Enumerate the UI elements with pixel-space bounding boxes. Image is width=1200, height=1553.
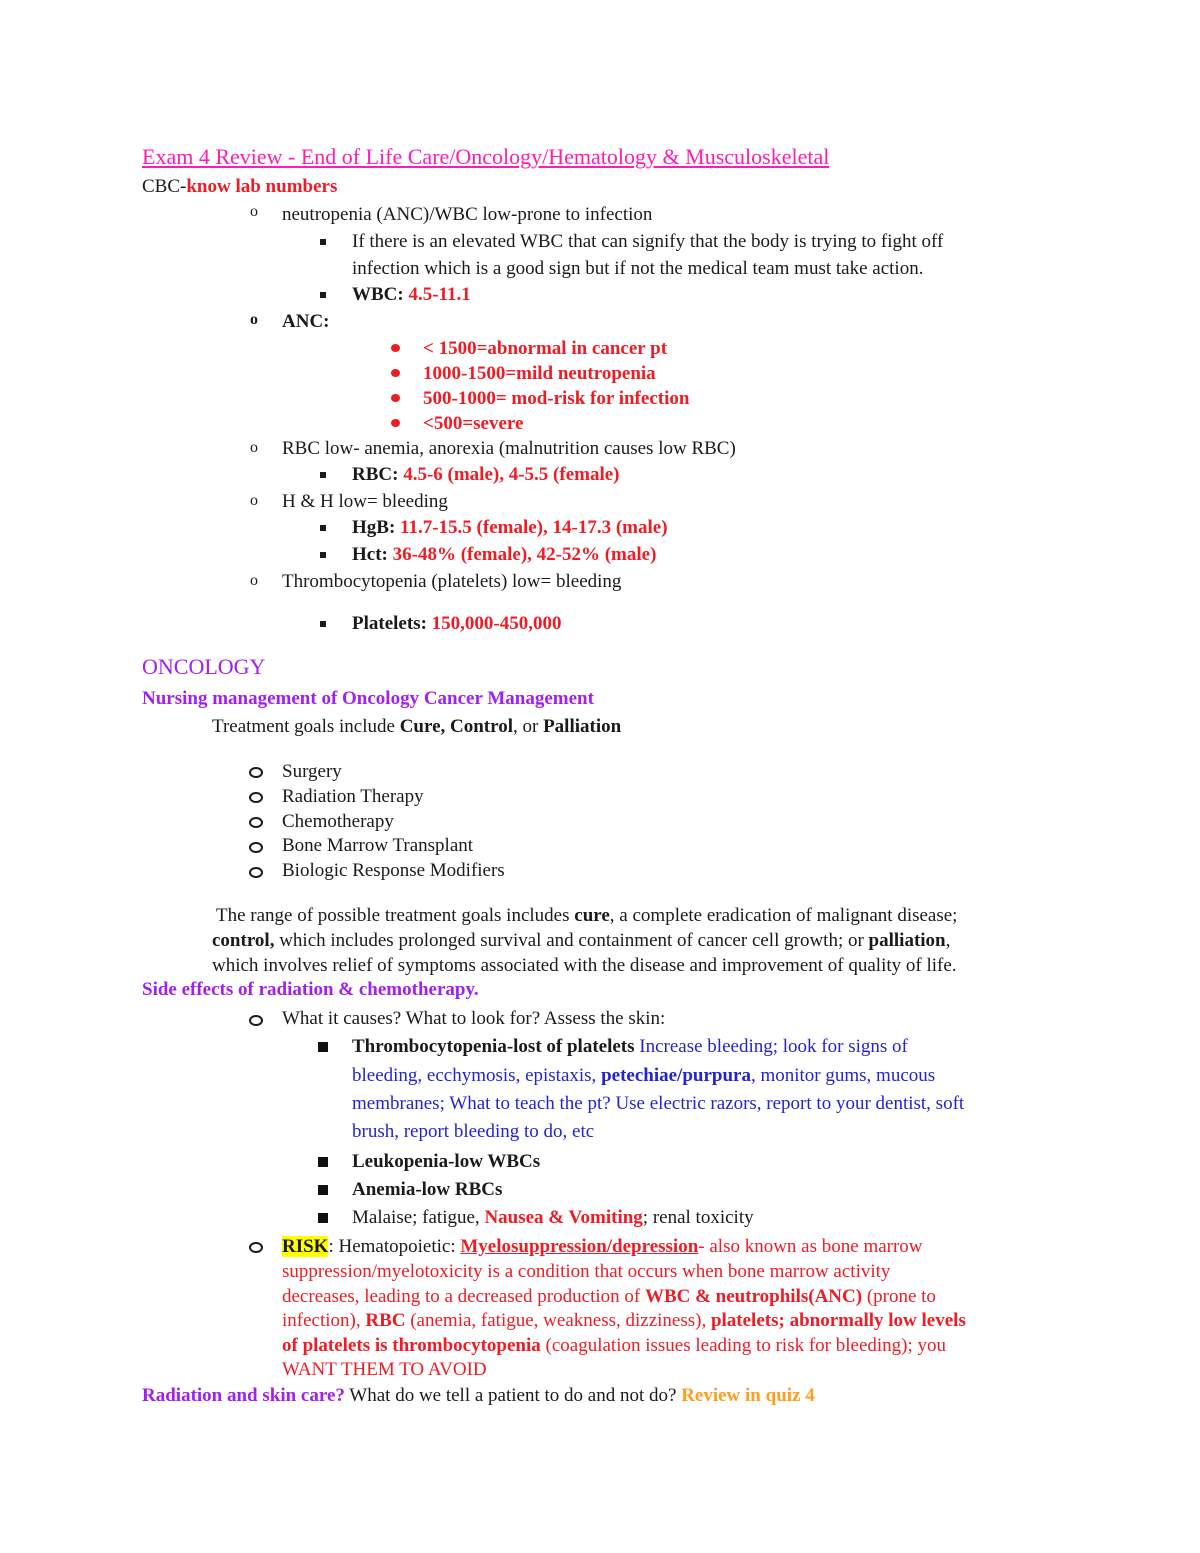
treatment-goals <box>212 714 621 739</box>
thrombocytopenia-line-1 <box>352 1034 908 1059</box>
risk-text: - also known as bone marrow <box>698 1236 923 1257</box>
thrombocytopenia-term: of platelets is thrombocytopenia <box>282 1335 541 1356</box>
risk-text: (coagulation issues leading to risk for bleeding); you <box>540 1335 947 1356</box>
square-bullet-icon <box>320 552 326 558</box>
goal-cure-control: Cure, Control <box>399 716 513 737</box>
treatment-item: Biologic Response Modifiers <box>282 860 505 881</box>
cbc-heading <box>142 174 337 199</box>
review-note: Review in quiz 4 <box>681 1385 815 1406</box>
risk-line-5 <box>282 1333 946 1358</box>
ring-bullet-icon <box>249 1015 263 1026</box>
red-dot-bullet-icon <box>391 394 400 402</box>
thrombocytopenia-line-2 <box>352 1063 935 1088</box>
myelosuppression-term: Myelosuppression/depression <box>460 1236 699 1257</box>
ring-bullet-icon <box>249 867 263 878</box>
side-effects-heading: Side effects of radiation & chemotherapy. <box>142 979 479 1000</box>
risk-text: decreases, leading to a decreased production of <box>282 1286 645 1307</box>
rbc-label: RBC: <box>352 464 404 485</box>
anc-heading: ANC: <box>282 311 330 332</box>
para-text: , <box>945 930 951 951</box>
risk-line-6: WANT THEM TO AVOID <box>282 1359 487 1380</box>
square-bullet-icon <box>320 292 326 298</box>
hgb-value: 11.7-15.5 (female), 14-17.3 (male) <box>400 517 668 538</box>
ring-bullet-icon <box>249 842 263 853</box>
treatment-item: Surgery <box>282 761 342 782</box>
thrombo-text: bleeding, ecchymosis, epistaxis, <box>352 1065 602 1086</box>
risk-line-2: suppression/myelotoxicity is a condition that occurs when bone marrow activity <box>282 1261 891 1282</box>
risk-label: RISK <box>282 1236 329 1257</box>
red-dot-bullet-icon <box>391 344 400 352</box>
square-bullet-icon <box>320 239 326 245</box>
thrombo-text: Increase bleeding; look for signs of <box>634 1036 908 1057</box>
goals-paragraph-line-1 <box>216 903 957 928</box>
rbc-value: 4.5-6 (male), 4-5.5 (female) <box>403 464 620 485</box>
square-bullet-icon <box>320 472 326 478</box>
malaise-text: Malaise; fatigue, <box>352 1207 485 1228</box>
risk-line-4 <box>282 1308 966 1333</box>
square-bullet-icon <box>320 525 326 531</box>
square-bullet-icon <box>318 1185 328 1195</box>
neutropenia-item: neutropenia (ANC)/WBC low-prone to infection <box>282 204 653 225</box>
radiation-label: Radiation and skin care? <box>142 1385 345 1406</box>
hgb-label: HgB: <box>352 517 401 538</box>
platelets-label: Platelets: <box>352 613 432 634</box>
ring-bullet-icon <box>249 792 263 803</box>
hgb-range <box>352 515 668 540</box>
square-bullet-icon <box>318 1213 328 1223</box>
para-text: The range of possible treatment goals includes <box>216 905 575 926</box>
red-dot-bullet-icon <box>391 369 400 377</box>
rbc-low-item: RBC low- anemia, anorexia (malnutrition causes low RBC) <box>282 438 736 459</box>
thrombocytopenia-line-3: membranes; What to teach the pt? Use electric razors, report to your dentist, soft <box>352 1093 965 1114</box>
page-title: Exam 4 Review - End of Life Care/Oncology/Hematology & Musculoskeletal <box>142 144 830 169</box>
platelets-value: 150,000-450,000 <box>431 613 562 634</box>
square-bullet-icon <box>320 621 326 627</box>
square-bullet-icon <box>318 1157 328 1167</box>
circle-bullet-icon: o <box>250 492 258 509</box>
elevated-wbc-line-2: infection which is a good sign but if not the medical team must take action. <box>352 258 924 279</box>
wbc-value: 4.5-11.1 <box>408 284 471 305</box>
leukopenia-item: Leukopenia-low WBCs <box>352 1151 541 1172</box>
wbc-range <box>352 282 471 307</box>
platelets-range <box>352 611 561 636</box>
platelets-term: platelets; abnormally low levels <box>710 1310 966 1331</box>
malaise-item <box>352 1205 754 1230</box>
ring-bullet-icon <box>249 1242 263 1253</box>
treatment-item: Bone Marrow Transplant <box>282 835 474 856</box>
radiation-skin-care <box>142 1383 815 1408</box>
para-text: which includes prolonged survival and containment of cancer cell growth; or <box>274 930 869 951</box>
para-control: control, <box>212 930 275 951</box>
oncology-subheading: Nursing management of Oncology Cancer Management <box>142 688 594 709</box>
square-bullet-icon <box>318 1042 328 1052</box>
anc-range-1: < 1500=abnormal in cancer pt <box>423 338 668 359</box>
thrombocytopenia-line-4: brush, report bleeding to do, etc <box>352 1121 595 1142</box>
wbc-neutrophils: WBC & neutrophils(ANC) <box>644 1286 863 1307</box>
nausea-vomiting: Nausea & Vomiting <box>484 1207 643 1228</box>
ring-bullet-icon <box>249 817 263 828</box>
goals-paragraph-line-3: which involves relief of symptoms associated with the disease and improvement of quality of life. <box>212 955 957 976</box>
circle-bullet-icon: o <box>250 439 258 456</box>
malaise-text: ; renal toxicity <box>642 1207 754 1228</box>
rbc-term: RBC <box>365 1310 406 1331</box>
cbc-emphasis: know lab numbers <box>186 176 338 197</box>
anc-range-4: <500=severe <box>423 413 524 434</box>
hct-label: Hct: <box>352 544 393 565</box>
para-palliation: palliation <box>868 930 946 951</box>
goals-paragraph-line-2 <box>212 928 950 953</box>
circle-bullet-icon: o <box>250 203 258 220</box>
rbc-range <box>352 462 620 487</box>
hct-range <box>352 542 656 567</box>
risk-text: : Hematopoietic: <box>328 1236 461 1257</box>
anc-range-2: 1000-1500=mild neutropenia <box>423 363 656 384</box>
thrombo-label: Thrombocytopenia-lost of platelets <box>352 1036 635 1057</box>
goal-palliation: Palliation <box>543 716 622 737</box>
para-cure: cure <box>574 905 610 926</box>
elevated-wbc-line-1: If there is an elevated WBC that can signify that the body is trying to fight off <box>352 231 944 252</box>
risk-line-3 <box>282 1284 936 1309</box>
circle-bullet-icon: o <box>250 311 258 328</box>
anemia-item: Anemia-low RBCs <box>352 1179 503 1200</box>
radiation-question: What do we tell a patient to do and not do? <box>344 1385 682 1406</box>
treatment-item: Radiation Therapy <box>282 786 424 807</box>
risk-text: (prone to <box>862 1286 936 1307</box>
goals-prefix: Treatment goals include <box>212 716 400 737</box>
hh-low-item: H & H low= bleeding <box>282 491 448 512</box>
assess-question: What it causes? What to look for? Assess the skin: <box>282 1008 666 1029</box>
thrombo-text: , monitor gums, mucous <box>750 1065 936 1086</box>
circle-bullet-icon: o <box>250 572 258 589</box>
thrombocytopenia-item: Thrombocytopenia (platelets) low= bleeding <box>282 571 622 592</box>
wbc-label: WBC: <box>352 284 409 305</box>
cbc-label: CBC- <box>142 176 187 197</box>
risk-text: (anemia, fatigue, weakness, dizziness), <box>405 1310 711 1331</box>
oncology-heading: ONCOLOGY <box>142 654 266 679</box>
petechiae-text: petechiae/purpura <box>601 1065 751 1086</box>
anc-range-3: 500-1000= mod-risk for infection <box>423 388 690 409</box>
goals-or: , or <box>512 716 544 737</box>
risk-text: infection), <box>282 1310 366 1331</box>
ring-bullet-icon <box>249 767 263 778</box>
para-text: , a complete eradication of malignant disease; <box>609 905 958 926</box>
red-dot-bullet-icon <box>391 419 400 427</box>
treatment-item: Chemotherapy <box>282 811 394 832</box>
risk-line-1 <box>282 1234 923 1259</box>
hct-value: 36-48% (female), 42-52% (male) <box>392 544 657 565</box>
